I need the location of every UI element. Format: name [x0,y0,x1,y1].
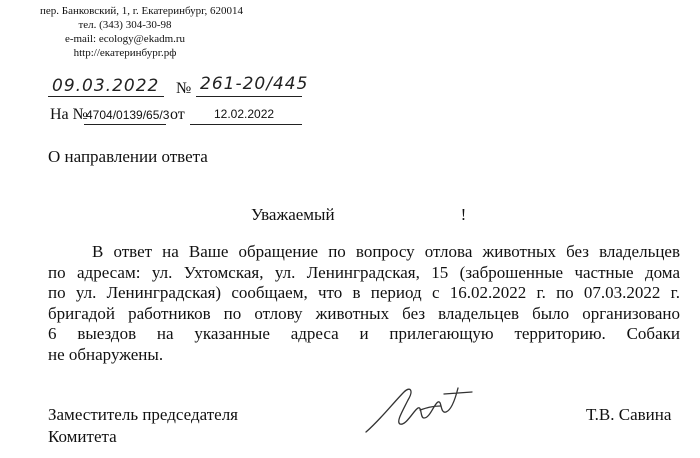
body-line: не обнаружены. [48,344,164,364]
registration-number-underline [196,96,302,97]
greeting [251,205,466,225]
reply-to-from-label: от [170,106,185,123]
website-line: http://екатеринбург.рф [73,47,177,59]
reply-to-label: На № [50,106,88,123]
signer-position-line1: Заместитель председателя [48,405,238,424]
handwritten-signature [360,380,480,440]
body-line: бригадой работников по отлову животных без владельцев было организовано [48,303,680,323]
registration-date-underline [48,96,164,97]
reply-to-number-underline [84,124,166,125]
registration-date: 09.03.2022 [52,76,160,96]
address-line: пер. Банковский, 1, г. Екатеринбург, 620014 [40,5,243,17]
body-line: по ул. Ленинградская) сообщаем, что в период с 16.02.2022 г. по 07.03.2022 г. [48,283,680,302]
reply-to-date: 12.02.2022 [214,107,275,121]
registration-number: 261-20/445 [200,74,309,94]
registration-number-sign: № [176,80,192,97]
body-paragraph [48,242,680,365]
greeting-exclamation: ! [460,205,467,224]
reply-to-date-underline [190,124,302,125]
letterhead-address [40,4,243,60]
phone-line: тел. (343) 304-30-98 [78,19,172,31]
reply-to-number: 4704/0139/65/3 [86,108,170,122]
body-line: по адресам: ул. Ухтомская, ул. Ленинградская, 15 (заброшенные частные дома [48,262,680,282]
greeting-text: Уважаемый [251,205,335,224]
email-line: e-mail: ecology@ekadm.ru [64,33,186,45]
signer-name: Т.В. Савина [586,405,672,424]
body-line: 6 выездов на указанные адреса и прилегающую территорию. Собаки [48,324,680,343]
body-line: В ответ на Ваше обращение по вопросу отлова животных без владельцев [92,242,680,261]
signer-position-line2: Комитета [48,427,117,446]
subject: О направлении ответа [48,147,208,166]
